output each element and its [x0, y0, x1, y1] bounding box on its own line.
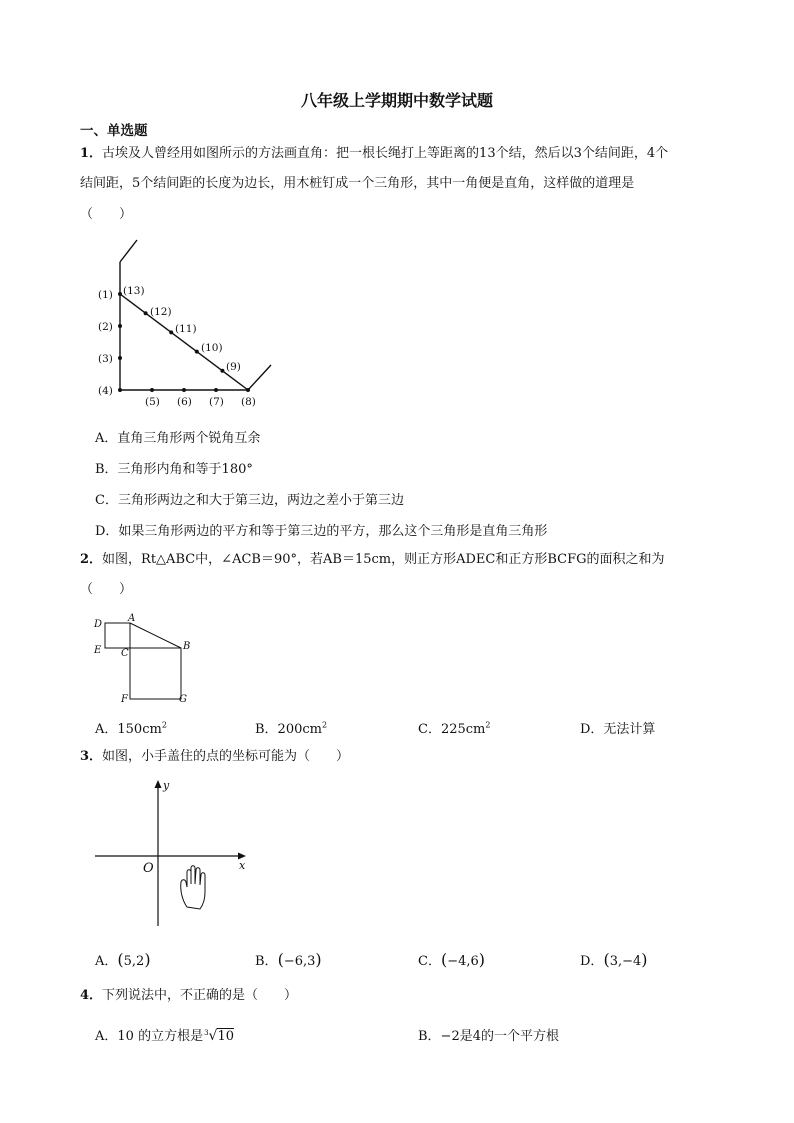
knot-dot	[182, 388, 186, 392]
q1-option-a[interactable]: A．直角三角形两个锐角互余	[95, 431, 261, 446]
question-4-line-1	[80, 988, 297, 1004]
coordinate-axes-figure	[90, 778, 255, 930]
knot-label: (2)	[98, 321, 113, 333]
knot-label: (6)	[177, 396, 192, 408]
q4-option-b[interactable]: B．−2是4的一个平方根	[418, 1029, 559, 1044]
knot-label: (5)	[145, 396, 160, 408]
question-3-line-1	[80, 749, 349, 765]
q2-option-b[interactable]	[255, 718, 327, 737]
option-label: B．	[255, 954, 278, 969]
q1-option-c[interactable]: C．三角形两边之和大于第三边，两边之差小于第三边	[95, 493, 404, 508]
option-label: A．	[95, 954, 118, 969]
rope-end-top	[120, 240, 137, 262]
knot-label: (11)	[175, 323, 197, 335]
point-label: A	[128, 613, 136, 624]
knot-dot	[118, 292, 122, 296]
question-1-blank: （ ）	[80, 207, 133, 222]
q3-option-b[interactable]: B．(−6,3)	[255, 950, 322, 969]
coordinate-value: 3,−4	[609, 954, 642, 969]
axis-label-x: x	[239, 859, 246, 872]
knot-dot	[150, 388, 154, 392]
knot-label: (10)	[201, 342, 223, 354]
point-label: E	[94, 645, 102, 656]
q2-option-c[interactable]	[418, 718, 490, 737]
question-text: 如图，小手盖住的点的坐标可能为（ ）	[102, 749, 350, 764]
point-label: C	[121, 648, 129, 659]
knot-dot	[220, 369, 224, 373]
exponent: 2	[321, 720, 328, 730]
q1-option-b[interactable]: B．三角形内角和等于180°	[95, 462, 253, 477]
knot-label: (8)	[241, 396, 256, 408]
question-text: 如图，Rt△ABC中，∠ACB＝90°，若AB＝15cm，则正方形ADEC和正方形BCFG的面积之和为	[102, 552, 665, 567]
question-2-line-1	[80, 552, 665, 568]
knot-label: (4)	[98, 385, 113, 397]
square-bcfg	[130, 648, 181, 699]
hypotenuse	[120, 294, 248, 390]
hand-icon	[181, 866, 205, 909]
point-label: F	[121, 694, 128, 704]
knot-dot	[118, 388, 122, 392]
question-number: 2．	[80, 552, 103, 567]
knot-label: (3)	[98, 353, 113, 365]
knot-dot	[169, 330, 173, 334]
question-text: 古埃及人曾经用如图所示的方法画直角：把一根长绳打上等距离的13个结，然后以3个结间距，4个	[102, 146, 669, 161]
hypotenuse-ab	[130, 623, 181, 648]
knot-dot	[118, 324, 122, 328]
exponent: 2	[485, 720, 491, 730]
question-text: 下列说法中，不正确的是（ ）	[102, 988, 298, 1003]
question-2-blank: （ ）	[80, 582, 133, 597]
y-axis-arrow	[155, 780, 162, 788]
rope-triangle-figure	[90, 234, 290, 414]
question-number: 1．	[80, 146, 103, 161]
coordinate-value: −6,3	[283, 954, 316, 969]
option-text: A．10 的立方根是	[95, 1029, 204, 1044]
coordinate-value: 5,2	[123, 954, 145, 969]
option-text: C．225cm	[418, 722, 486, 737]
point-label: D	[94, 619, 103, 630]
knot-dot	[195, 350, 199, 354]
knot-dot	[214, 388, 218, 392]
knot-dot	[144, 311, 148, 315]
section-heading: 一、单选题	[80, 123, 148, 139]
q2-option-a[interactable]	[95, 718, 167, 737]
question-1-line-2: 结间距，5个结间距的长度为边长，用木桩钉成一个三角形，其中一角便是直角，这样做的道理是	[80, 176, 635, 191]
knot-label: (7)	[209, 396, 224, 408]
knot-dot	[118, 356, 122, 360]
square-adec	[105, 623, 130, 648]
origin-label: O	[143, 861, 154, 876]
page-title: 八年级上学期期中数学试题	[300, 91, 493, 110]
q1-option-d[interactable]: D．如果三角形两边的平方和等于第三边的平方，那么这个三角形是直角三角形	[95, 524, 548, 539]
point-label: G	[179, 694, 187, 704]
option-text: B．200cm	[255, 722, 322, 737]
point-label: B	[183, 641, 191, 652]
knot-label: (9)	[226, 361, 241, 373]
q3-option-a[interactable]: A．(5,2)	[95, 950, 151, 969]
question-1-line-1	[80, 146, 668, 162]
root-index: 3	[204, 1028, 209, 1037]
q2-option-d[interactable]: D．无法计算	[580, 722, 656, 737]
knot-label: (1)	[98, 289, 113, 301]
option-text: A．150cm	[95, 722, 162, 737]
exponent: 2	[161, 720, 167, 730]
question-number: 4．	[80, 988, 103, 1003]
q3-option-c[interactable]: C．(−4,6)	[418, 950, 486, 969]
radical-sign: √	[208, 1028, 218, 1044]
knot-dot	[246, 388, 250, 392]
radicand: 10	[217, 1029, 235, 1044]
squares-figure	[90, 612, 200, 704]
rope-end-right	[248, 365, 271, 390]
option-label: C．	[418, 954, 441, 969]
coordinate-value: −4,6	[447, 954, 479, 969]
option-label: D．	[580, 954, 604, 969]
q3-option-d[interactable]: D．(3,−4)	[580, 950, 648, 969]
axis-label-y: y	[163, 779, 170, 792]
q4-option-a[interactable]	[95, 1025, 234, 1044]
knot-label: (13)	[123, 285, 145, 297]
question-number: 3．	[80, 749, 103, 764]
knot-label: (12)	[150, 306, 172, 318]
